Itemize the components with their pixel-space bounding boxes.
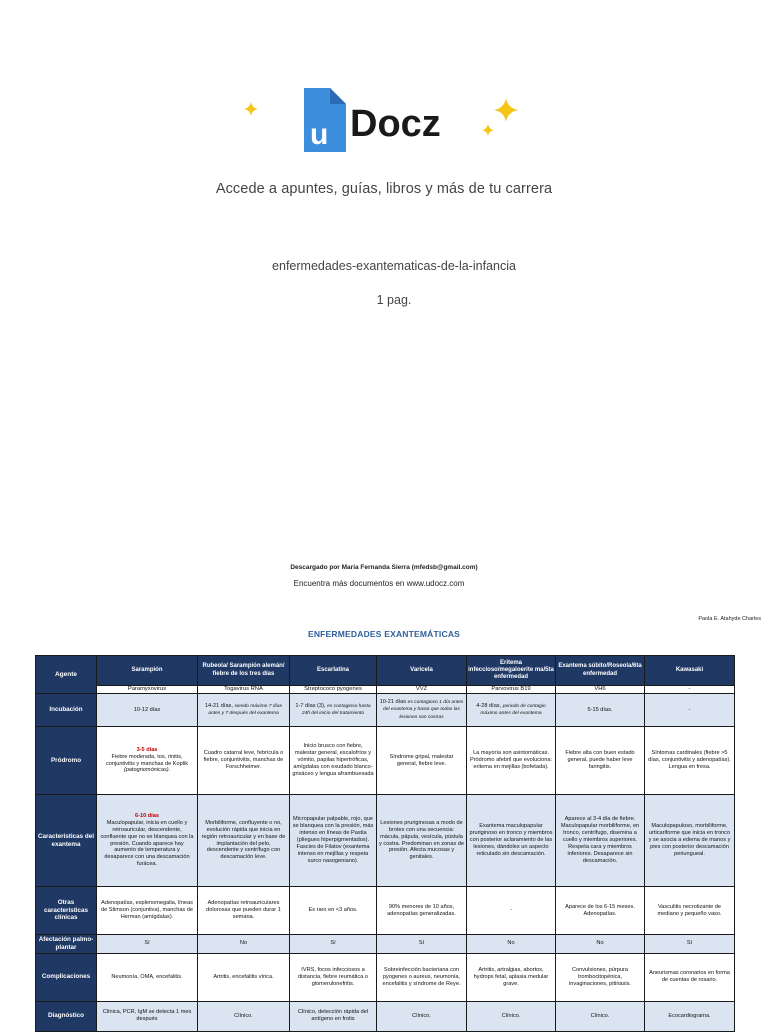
table-cell: Clínico. <box>198 1001 290 1031</box>
table-cell: 1-7 días (3), es contagioso hasta 24h del inicio del tratamiento <box>290 694 377 727</box>
table-cell: Vasculitis necrotizante de mediano y pequeño vaso. <box>645 887 735 935</box>
pathogen-cell: Streptococo pyogenes <box>290 686 377 694</box>
table-cell: IVRS, focos infecciosos a distancia, fiebre reumática o glomerulonefritis. <box>290 953 377 1001</box>
table-cell: Artritis, artralgias, abortos, hydrops fetal, aplasia medular grave. <box>467 953 556 1001</box>
table-cell: Sí <box>97 935 198 954</box>
pathogen-cell: VH6 <box>556 686 645 694</box>
table-row <box>36 1001 735 1031</box>
header-col-2: Rubeola/ Sarampión alemán/ fiebre de los tres días <box>198 656 290 686</box>
table-cell: Artritis, encefalitis vírica. <box>198 953 290 1001</box>
row-label: Características del exantema <box>36 795 97 887</box>
table-cell: 14-21 días, siendo máximo 7 días antes y 7 después del exantema <box>198 694 290 727</box>
logo-letter-u: u <box>310 118 329 151</box>
downloaded-by: Descargado por Maria Fernanda Sierra (mfedsb@gmail.com) <box>290 564 478 571</box>
header-col-7: Kawasaki <box>645 656 735 686</box>
table-row <box>36 694 735 727</box>
document-author: Paola E. Atahyde Charles <box>698 616 761 622</box>
header-col-5: Eritema infeccioso/megaloerite ma/5ta enfermedad <box>467 656 556 686</box>
tagline: Accede a apuntes, guías, libros y más de tu carrera <box>215 181 553 197</box>
sparkle-icon <box>494 98 518 122</box>
table-cell: Es raro en <3 años. <box>290 887 377 935</box>
table-cell: No <box>556 935 645 954</box>
table-cell: 5-15 días. <box>556 694 645 727</box>
table-cell: Síntomas cardinales (fiebre >5 días, conjuntivitis y adenopatías). Lengua en fresa. <box>645 727 735 795</box>
table-cell: Adenopatías retroauriculares dolorosas que pueden durar 1 semana. <box>198 887 290 935</box>
table-cell: Lesiones pruriginosas a modo de brotes con una secuencia: mácula, pápula, vesícula, pústula y costra. Predominan en zonas de presión. Afecta mucosas y genitales. <box>377 795 467 887</box>
table-cell: Clínico. <box>377 1001 467 1031</box>
table-cell: Clínico, detección rápida del antígeno en frotis <box>290 1001 377 1031</box>
header-col-1: Sarampión <box>97 656 198 686</box>
header-col-3: Escarlatina <box>290 656 377 686</box>
table-cell: - <box>645 694 735 727</box>
table-cell: Sí <box>290 935 377 954</box>
table-cell: Neumonía, OMA, encefalitis. <box>97 953 198 1001</box>
header-col-6: Exantema súbito/Roseola/6ta enfermedad <box>556 656 645 686</box>
pathogen-cell: VVZ <box>377 686 467 694</box>
table-cell: No <box>467 935 556 954</box>
table-cell: Cuadro catarral leve, febrícula o fiebre, conjuntivitis, manchas de Forschheimer. <box>198 727 290 795</box>
header-agent: Agente <box>36 656 97 694</box>
table-cell: No <box>198 935 290 954</box>
table-cell: Sobreinfección bacteriana con pyogenes o aureus, neumonía, encefalitis y síndrome de Reye. <box>377 953 467 1001</box>
table-cell: Morbiliforme, confluyente o no, evolución rápida que inicia en región retroauricular y en base de implantación del pelo, descendente y centrífugo con descamación leve. <box>198 795 290 887</box>
table-row <box>36 935 735 954</box>
table-cell: Clínico. <box>556 1001 645 1031</box>
more-documents-link[interactable]: Encuentra más documentos en www.udocz.com <box>293 579 465 588</box>
row-label: Afectación palmo-plantar <box>36 935 97 954</box>
table-cell: Fiebre alta con buen estado general, puede haber leve faringitis. <box>556 727 645 795</box>
row-label: Diagnóstico <box>36 1001 97 1031</box>
pathogen-cell: Parvovirus B19 <box>467 686 556 694</box>
table-cell: Aparece al 3-4 día de fiebre. Maculopapular morbiliforme, en tronco, centrífugo, disemina a cuello y miembros superiores. Respeta cara y miembros inferiores. Desaparece sin descamación. <box>556 795 645 887</box>
page-count: 1 pag. <box>376 293 412 307</box>
table-cell: 10-21 días es contagioso 1 día antes del exantema y hasta que todas las lesiones son costras <box>377 694 467 727</box>
udocz-logo <box>300 86 480 158</box>
table-cell: Micropapular palpable, rojo, que se blanquea con la presión, más intenso en líneas de Pastia (pliegues hiperpigmentados). Fascies de Filatov (exantema intenso en mejillas y respeta surco nasogeniano). <box>290 795 377 887</box>
table-row <box>36 727 735 795</box>
table-row <box>36 795 735 887</box>
table-cell: Maculopapuloso, morbiliforme, urticariforme que inicia en tronco y se asocia a edema de manos y pies con posterior descamación periungueal. <box>645 795 735 887</box>
table-row <box>36 887 735 935</box>
table-cell: Sí <box>645 935 735 954</box>
row-label: Incubación <box>36 694 97 727</box>
table-cell: Exantema maculopapular pruriginoso en tronco y miembros con posterior aclaramiento de las lesiones, dándoles un aspecto reticulado sin descamación. <box>467 795 556 887</box>
table-header-row <box>36 656 735 686</box>
table-cell: Clínica, PCR, IgM se detecta 1 mes después <box>97 1001 198 1031</box>
row-label: Pródromo <box>36 727 97 795</box>
logo-wordmark: Docz <box>350 103 441 145</box>
table-cell: 10-12 días <box>97 694 198 727</box>
table-cell: Clínico. <box>467 1001 556 1031</box>
table-cell: Adenopatías, esplenomegalia, líneas de Stimson (conjuntiva), manchas de Herman (amígdalas). <box>97 887 198 935</box>
pathogen-cell: Paramyxovirus <box>97 686 198 694</box>
table-cell: Ecocardiograma. <box>645 1001 735 1031</box>
table-cell: Aneurismas coronarios en forma de cuentas de rosario. <box>645 953 735 1001</box>
table-cell: Aparece de los 6-15 meses. Adenopatías. <box>556 887 645 935</box>
document-title: ENFERMEDADES EXANTEMÁTICAS <box>307 629 461 639</box>
sparkle-icon <box>482 124 494 136</box>
table-cell: 3-5 días Fiebre moderada, tos, rinitis, conjuntivitis y manchas de Koplik (patognomónicas). <box>97 727 198 795</box>
pathogen-cell: Togavirus RNA <box>198 686 290 694</box>
table-row <box>36 953 735 1001</box>
header-col-4: Varicela <box>377 656 467 686</box>
pathogen-cell: - <box>645 686 735 694</box>
table-cell: Convulsiones, púrpura trombocitopénica, invaginaciones, pitiriasis. <box>556 953 645 1001</box>
table-cell: Sí <box>377 935 467 954</box>
row-label: Otras características clínicas <box>36 887 97 935</box>
table-cell: - <box>467 887 556 935</box>
table-cell: Inicio brusco con fiebre, malestar general, escalofríos y vómito, papilas hipertróficas, amígdalas con exudado blanco-grisáceo y lengua aframbuesada <box>290 727 377 795</box>
document-name: enfermedades-exantematicas-de-la-infancia <box>272 259 516 273</box>
table-cell: 6-10 días Maculopapular, inicia en cuello y retroauricular, descendente, confluente que no se blanquea con la presión. Cuando aparece hay aumento de temperatura y desaparece con una descamación furácea. <box>97 795 198 887</box>
table-cell: Síndrome gripal, malestar general, fiebre leve. <box>377 727 467 795</box>
table-cell: La mayoría son asintomáticas. Pródromo afebril que evoluciona: eritema en mejillas (bofetada). <box>467 727 556 795</box>
table-row <box>36 686 735 694</box>
row-label: Complicaciones <box>36 953 97 1001</box>
sparkle-icon <box>244 102 258 116</box>
table-cell: 90% menores de 10 años, adenopatías generalizadas. <box>377 887 467 935</box>
table-cell: 4-28 días, periodo de contagio máximo antes del exantema <box>467 694 556 727</box>
diseases-table <box>35 655 735 1032</box>
